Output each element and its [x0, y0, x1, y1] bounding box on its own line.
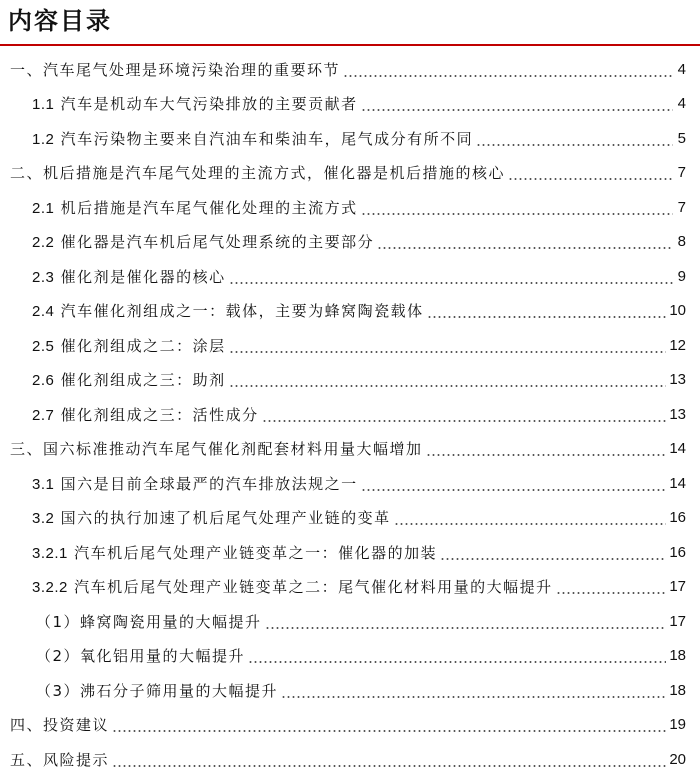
toc-entry-text: [32, 93, 360, 114]
toc-entry-page-number: 16: [669, 543, 686, 561]
dot-leader: [377, 247, 673, 249]
toc-entry-number: 3.2.2: [32, 579, 68, 597]
toc-entry-number: 1.1: [32, 96, 55, 114]
toc-entry-text: [32, 576, 555, 597]
toc-entry-number: 1.2: [32, 130, 55, 148]
toc-entry-title: 催化剂是催化器的核心: [60, 267, 226, 286]
toc-entry[interactable]: [0, 742, 700, 777]
toc-entry[interactable]: [0, 501, 700, 536]
toc-entry[interactable]: [0, 673, 700, 708]
toc-entry-title: 汽车污染物主要来自汽油车和柴油车，尾气成分有所不同: [60, 129, 474, 148]
dot-leader: [426, 454, 667, 456]
toc-entry-page-number: 4: [677, 60, 686, 78]
toc-entry-text: [32, 128, 475, 149]
toc-entry-title: 国六是目前全球最严的汽车排放法规之一: [60, 474, 358, 493]
dot-leader: [229, 351, 667, 353]
toc-entry-title: 国六的执行加速了机后尾气处理产业链的变革: [60, 509, 391, 528]
toc-entry-text: [10, 714, 111, 735]
toc-entry-text: [32, 473, 360, 494]
toc-entry-number: 2.3: [32, 268, 55, 286]
dot-leader: [440, 558, 666, 560]
toc-entry-title: （1）蜂窝陶瓷用量的大幅提升: [36, 612, 262, 631]
toc-entry-title: 汽车机后尾气处理产业链变革之二：尾气催化材料用量的大幅提升: [74, 578, 553, 597]
toc-entry-title: 汽车催化剂组成之一：载体，主要为蜂窝陶瓷载体: [60, 302, 424, 321]
toc-entry-text: [32, 197, 360, 218]
toc-entry-page-number: 5: [677, 129, 686, 147]
toc-entry-page-number: 10: [669, 302, 686, 320]
toc-entry[interactable]: [0, 604, 700, 639]
toc-entry-title: 四、投资建议: [10, 716, 110, 735]
toc-entry-page-number: 18: [669, 681, 686, 699]
toc-entry-text: [32, 542, 439, 563]
toc-entry-page-number: 9: [677, 267, 686, 285]
toc-entry-title: 催化器是汽车机后尾气处理系统的主要部分: [60, 233, 375, 252]
toc-entry-number: 3.1: [32, 475, 55, 493]
toc-entry-page-number: 14: [669, 440, 686, 458]
toc-entry-number: 2.2: [32, 234, 55, 252]
dot-leader: [361, 109, 673, 111]
toc-entry-number: 2.4: [32, 303, 55, 321]
toc-entry-page-number: 12: [669, 336, 686, 354]
toc-entry[interactable]: [0, 535, 700, 570]
toc-entry[interactable]: [0, 708, 700, 743]
title-divider: [0, 44, 700, 46]
toc-entry-text: [10, 749, 111, 770]
toc-entry-text: [32, 507, 393, 528]
toc-entry-title: 催化剂组成之三：助剂: [60, 371, 226, 390]
toc-entry-page-number: 7: [677, 164, 686, 182]
dot-leader: [229, 385, 667, 387]
toc-entry-text: [32, 231, 376, 252]
toc-entry[interactable]: [0, 294, 700, 329]
dot-leader: [427, 316, 667, 318]
toc-entry-page-number: 7: [677, 198, 686, 216]
toc-entry-title: 汽车是机动车大气污染排放的主要贡献者: [60, 95, 358, 114]
toc-entry-text: [10, 59, 342, 80]
toc-entry-title: 催化剂组成之二：涂层: [60, 336, 226, 355]
toc-entry-title: 一、汽车尾气处理是环境污染治理的重要环节: [10, 60, 341, 79]
toc-entry-page-number: 17: [669, 578, 686, 596]
toc-entry-number: 2.5: [32, 337, 55, 355]
toc-entry[interactable]: [0, 156, 700, 191]
toc-entry-title: 汽车机后尾气处理产业链变革之一：催化器的加装: [74, 543, 438, 562]
toc-entry-title: 二、机后措施是汽车尾气处理的主流方式，催化器是机后措施的核心: [10, 164, 506, 183]
toc-entry-page-number: 14: [669, 474, 686, 492]
toc-entry[interactable]: [0, 466, 700, 501]
dot-leader: [281, 696, 666, 698]
dot-leader: [361, 213, 673, 215]
toc-entry-page-number: 19: [669, 716, 686, 734]
toc-entry-page-number: 18: [669, 647, 686, 665]
dot-leader: [265, 627, 667, 629]
toc-entry-title: （3）沸石分子筛用量的大幅提升: [36, 681, 279, 700]
toc-entry-text: [36, 680, 280, 701]
toc-entry[interactable]: [0, 52, 700, 87]
toc-entry-title: 催化剂组成之三：活性成分: [60, 405, 259, 424]
toc-entry-page-number: 16: [669, 509, 686, 527]
dot-leader: [361, 489, 667, 491]
toc-entry-text: [36, 611, 264, 632]
toc-entry-page-number: 20: [669, 750, 686, 768]
toc-entry-title: （2）氧化铝用量的大幅提升: [36, 647, 246, 666]
toc-entry-number: 2.6: [32, 372, 55, 390]
toc-entry[interactable]: [0, 363, 700, 398]
toc-title: 内容目录: [8, 7, 112, 35]
toc-entry-text: [32, 300, 426, 321]
toc-entry-title: 五、风险提示: [10, 750, 110, 769]
dot-leader: [229, 282, 673, 284]
dot-leader: [248, 661, 666, 663]
toc-entry-page-number: 13: [669, 371, 686, 389]
toc-entry[interactable]: [0, 259, 700, 294]
toc-entry-text: [10, 162, 507, 183]
toc-entry[interactable]: [0, 570, 700, 605]
toc-entry[interactable]: [0, 121, 700, 156]
toc-entry[interactable]: [0, 432, 700, 467]
toc-entry-number: 3.2.1: [32, 544, 68, 562]
toc-entry[interactable]: [0, 639, 700, 674]
dot-leader: [343, 75, 673, 77]
toc-entry[interactable]: [0, 190, 700, 225]
toc-entry-page-number: 13: [669, 405, 686, 423]
toc-entry-text: [32, 404, 261, 425]
toc-entry-title: 三、国六标准推动汽车尾气催化剂配套材料用量大幅增加: [10, 440, 423, 459]
dot-leader: [394, 523, 667, 525]
dot-leader: [112, 765, 666, 767]
toc-entry-text: [36, 645, 247, 666]
toc-entry[interactable]: [0, 87, 700, 122]
dot-leader: [112, 730, 666, 732]
toc-entry[interactable]: [0, 397, 700, 432]
toc-entry-page-number: 17: [669, 612, 686, 630]
toc-entry-page-number: 4: [677, 95, 686, 113]
toc-entry-title: 机后措施是汽车尾气催化处理的主流方式: [60, 198, 358, 217]
toc-entry-text: [10, 438, 425, 459]
toc-entry-number: 2.1: [32, 199, 55, 217]
dot-leader: [476, 144, 673, 146]
toc-entry-number: 2.7: [32, 406, 55, 424]
toc-entry-page-number: 8: [677, 233, 686, 251]
toc-entry-number: 3.2: [32, 510, 55, 528]
toc-entry[interactable]: [0, 225, 700, 260]
dot-leader: [556, 592, 667, 594]
toc-list: [0, 52, 700, 777]
toc-entry-text: [32, 266, 228, 287]
dot-leader: [262, 420, 667, 422]
toc-entry-text: [32, 335, 228, 356]
toc-entry[interactable]: [0, 328, 700, 363]
toc-entry-text: [32, 369, 228, 390]
dot-leader: [508, 178, 673, 180]
